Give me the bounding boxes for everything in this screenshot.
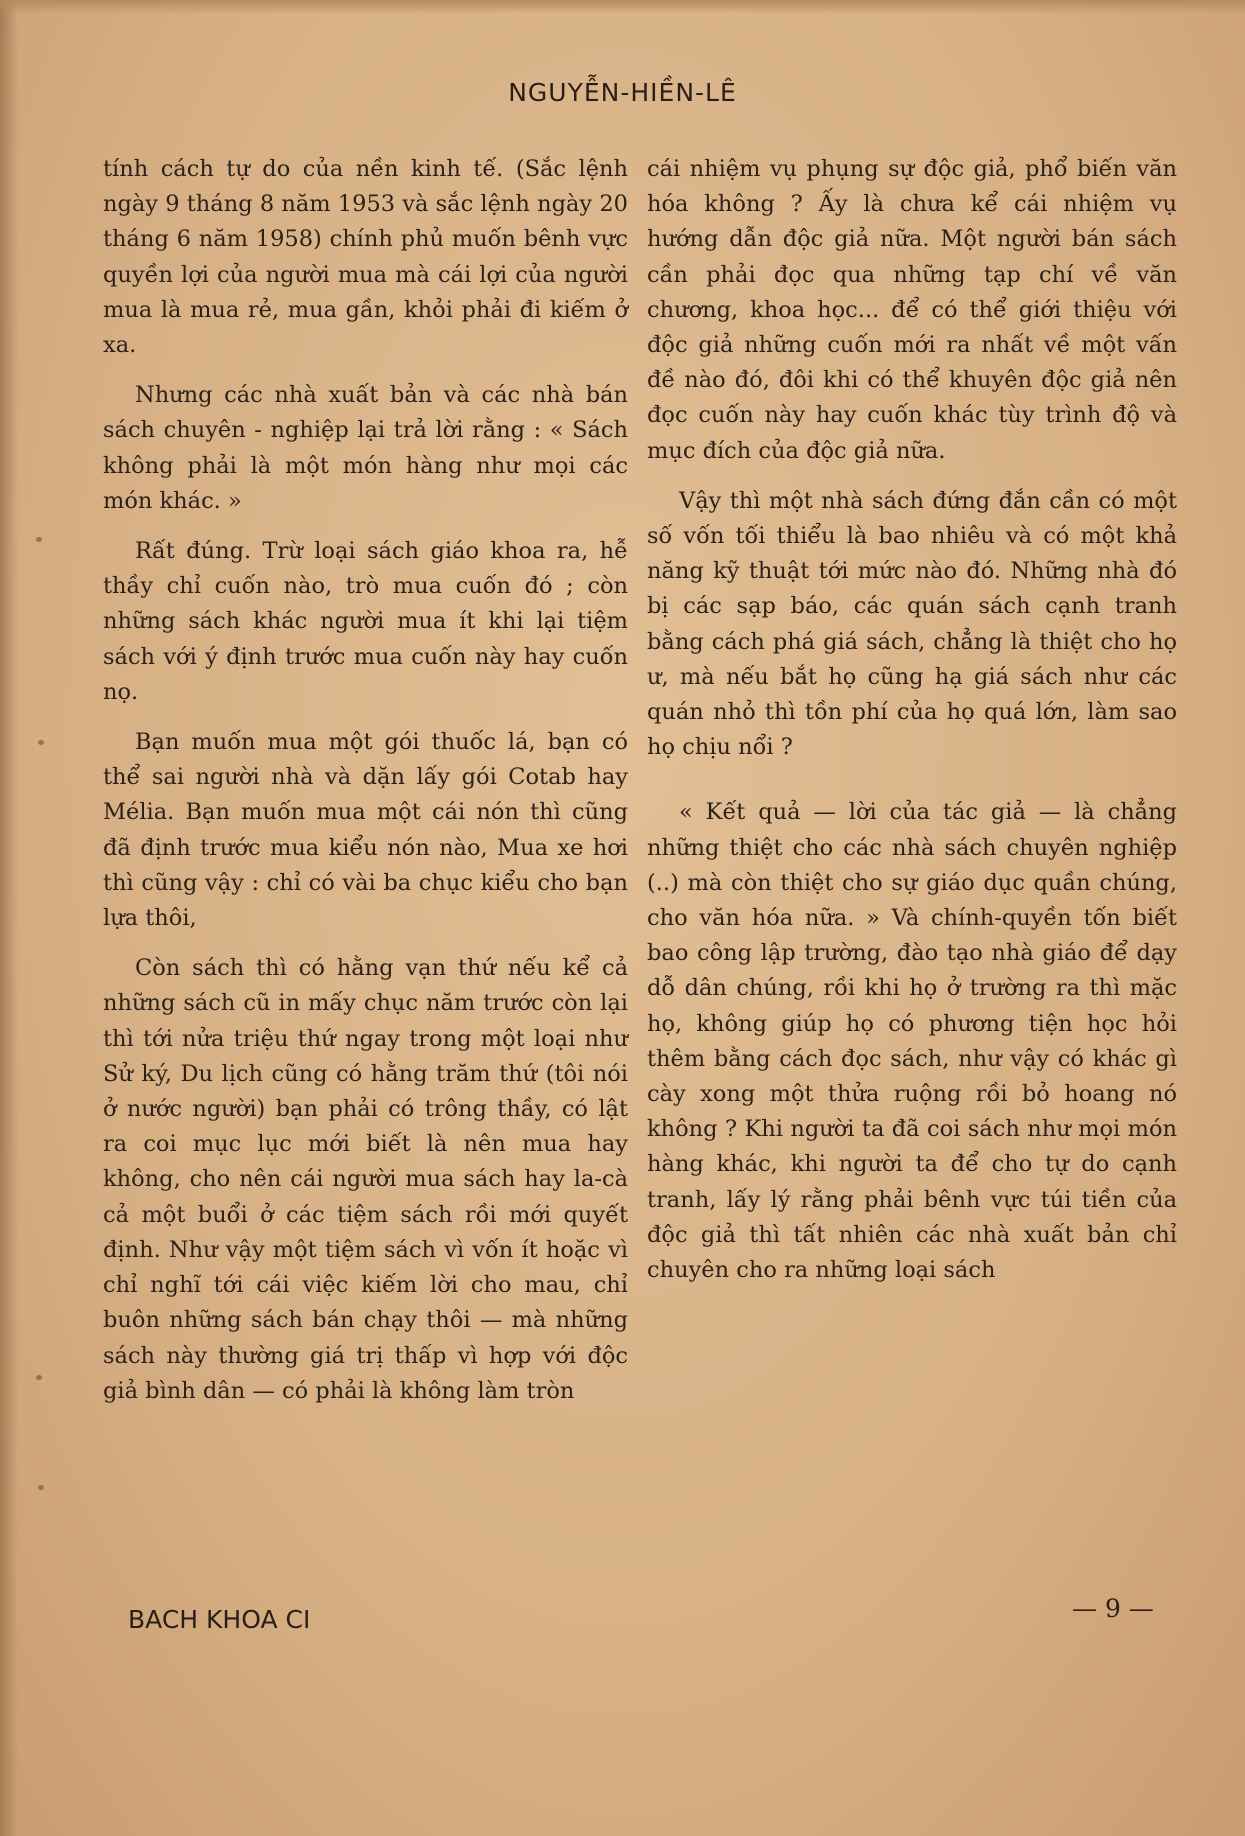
journal-name: BACH KHOA CI [128, 1605, 311, 1634]
paper-speck [36, 537, 42, 542]
paragraph: Còn sách thì có hằng vạn thứ nếu kể cả những sách cũ in mấy chục năm trước còn lại thì tới nửa triệu thứ ngay trong một loại như Sử ký, Du lịch cũng có hằng trăm thứ (tôi nói ở nước người) bạn phải có trông thầy, có lật ra coi mục lục mới biết là nên mua hay không, cho nên cái người mua sách hay la-cà cả một buổi ở các tiệm sách rồi mới quyết định. Như vậy một tiệm sách vì vốn ít hoặc vì chỉ nghĩ tới cái việc kiếm lời cho mau, chỉ buôn những sách bán chạy thôi — mà những sách này thường giá trị thấp vì hợp với độc giả bình dân — có phải là không làm tròn [103, 955, 628, 1404]
page-left-edge-shadow [0, 0, 18, 1836]
paper-speck [38, 1485, 44, 1490]
paragraph: Rất đúng. Trừ loại sách giáo khoa ra, hễ thầy chỉ cuốn nào, trò mua cuốn đó ; còn những sách khác người mua ít khi lại tiệm sách với ý định trước mua cuốn này hay cuốn nọ. [103, 538, 628, 705]
paragraph: tính cách tự do của nền kinh tế. (Sắc lệnh ngày 9 tháng 8 năm 1953 và sắc lệnh ngày 20 tháng 6 năm 1958) chính phủ muốn bênh vực quyền lợi của người mua mà cái lợi của người mua là mua rẻ, mua gần, khỏi phải đi kiếm ở xa. [103, 156, 628, 359]
paper-speck [36, 1375, 42, 1380]
paragraph: Nhưng các nhà xuất bản và các nhà bán sách chuyên - nghiệp lại trả lời rằng : « Sách không phải là một món hàng như mọi các món khác. » [103, 382, 628, 514]
paragraph: Bạn muốn mua một gói thuốc lá, bạn có thể sai người nhà và dặn lấy gói Cotab hay Mélia. Bạn muốn mua một cái nón thì cũng đã định trước mua kiểu nón nào, Mua xe hơi thì cũng vậy : chỉ có vài ba chục kiểu cho bạn lựa thôi, [103, 729, 628, 932]
page-number: — 9 — [1072, 1594, 1154, 1623]
right-text-column [647, 152, 1177, 1303]
page-top-edge-shadow [0, 0, 1245, 14]
paragraph: Vậy thì một nhà sách đứng đắn cần có một số vốn tối thiểu là bao nhiêu và có một khả năng kỹ thuật tới mức nào đó. Những nhà đó bị các sạp báo, các quán sách cạnh tranh bằng cách phá giá sách, chẳng là thiệt cho họ ư, mà nếu bắt họ cũng hạ giá sách như các quán nhỏ thì tồn phí của họ quá lớn, làm sao họ chịu nổi ? [647, 487, 1177, 761]
paragraph: cái nhiệm vụ phụng sự độc giả, phổ biến văn hóa không ? Ấy là chưa kể cái nhiệm vụ hướng dẫn độc giả nữa. Một người bán sách cần phải đọc qua những tạp chí về văn chương, khoa học... để có thể giới thiệu với độc giả những cuốn mới ra nhất về một vấn đề nào đó, đôi khi có thể khuyên độc giả nên đọc cuốn này hay cuốn khác tùy trình độ và mục đích của độc giả nữa. [647, 156, 1177, 464]
left-text-column [103, 152, 628, 1424]
paper-speck [38, 740, 44, 745]
paragraph: « Kết quả — lời của tác giả — là chẳng những thiệt cho các nhà sách chuyên nghiệp (..) mà còn thiệt cho sự giáo dục quần chúng, cho văn hóa nữa. » Và chính-quyền tốn biết bao công lập trường, đào tạo nhà giáo để dạy dỗ dân chúng, rồi khi họ ở trường ra thì mặc họ, không giúp họ có phương tiện học hỏi thêm bằng cách đọc sách, như vậy có khác gì cày xong một thửa ruộng rồi bỏ hoang nó không ? Khi người ta đã coi sách như mọi món hàng khác, khi người ta để cho tự do cạnh tranh, lấy lý rằng phải bênh vực túi tiền của độc giả thì tất nhiên các nhà xuất bản chỉ chuyên cho ra những loại sách [647, 799, 1177, 1284]
running-header-author: NGUYỄN-HIỀN-LÊ [508, 78, 737, 107]
